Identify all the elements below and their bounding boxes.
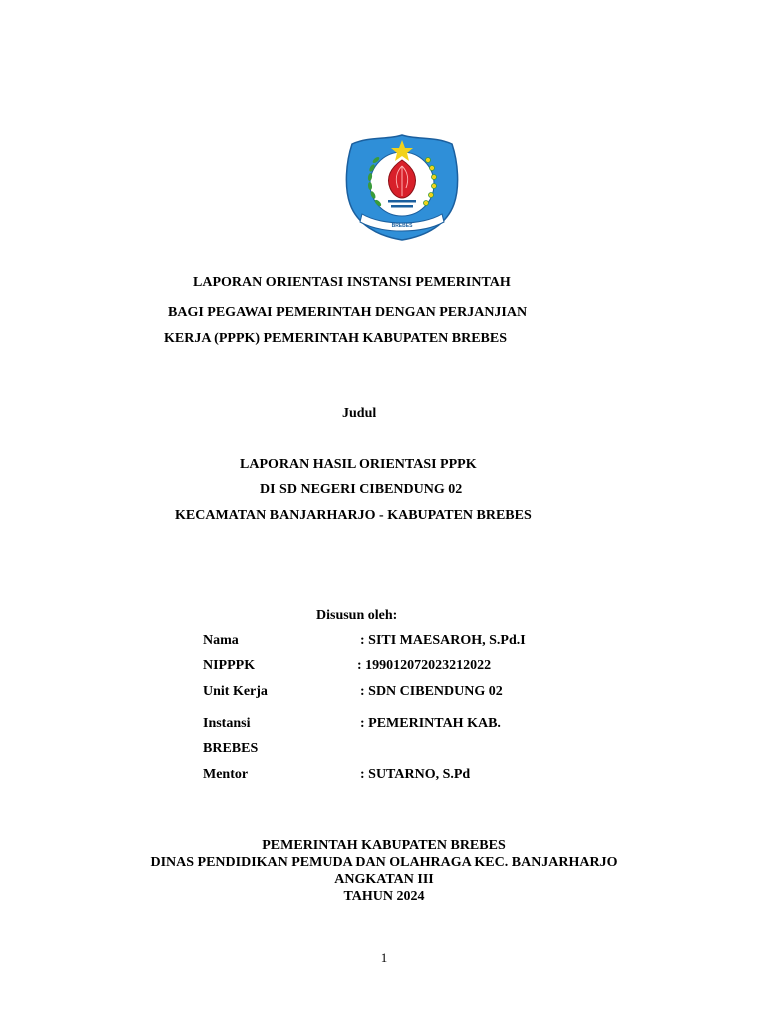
- judul-label: Judul: [342, 406, 377, 421]
- header-title-line-1: LAPORAN ORIENTASI INSTANSI PEMERINTAH: [193, 275, 511, 290]
- author-label-instansi-continued: BREBES: [203, 741, 259, 756]
- footer-line-1: PEMERINTAH KABUPATEN BREBES: [262, 838, 506, 853]
- author-label-nama: Nama: [203, 633, 239, 648]
- author-value-nipppk: : 199012072023212022: [357, 658, 492, 673]
- header-title-line-2: BAGI PEGAWAI PEMERINTAH DENGAN PERJANJIAN: [168, 305, 528, 320]
- author-label-unit-kerja: Unit Kerja: [203, 684, 268, 699]
- author-value-instansi: : PEMERINTAH KAB.: [360, 716, 501, 731]
- author-value-unit-kerja: : SDN CIBENDUNG 02: [360, 684, 503, 699]
- page-number: 1: [380, 950, 388, 965]
- author-value-mentor: : SUTARNO, S.Pd: [360, 767, 471, 782]
- header-title-line-3: KERJA (PPPK) PEMERINTAH KABUPATEN BREBES: [164, 331, 508, 346]
- author-value-nama: : SITI MAESAROH, S.Pd.I: [360, 633, 526, 648]
- author-heading: Disusun oleh:: [316, 608, 398, 623]
- judul-line-3: KECAMATAN BANJARHARJO - KABUPATEN BREBES: [175, 508, 532, 523]
- footer-line-4: TAHUN 2024: [343, 889, 425, 904]
- footer-line-2: DINAS PENDIDIKAN PEMUDA DAN OLAHRAGA KEC. BANJARHARJO: [150, 855, 618, 870]
- author-label-instansi: Instansi: [203, 716, 251, 731]
- brebes-coat-of-arms-logo: [342, 132, 462, 242]
- author-label-nipppk: NIPPPK: [203, 658, 256, 673]
- author-label-mentor: Mentor: [203, 767, 249, 782]
- logo-ribbon-text: BREBES: [391, 223, 413, 229]
- judul-line-1: LAPORAN HASIL ORIENTASI PPPK: [240, 457, 477, 472]
- judul-line-2: DI SD NEGERI CIBENDUNG 02: [260, 482, 463, 497]
- footer-line-3: ANGKATAN III: [334, 872, 434, 887]
